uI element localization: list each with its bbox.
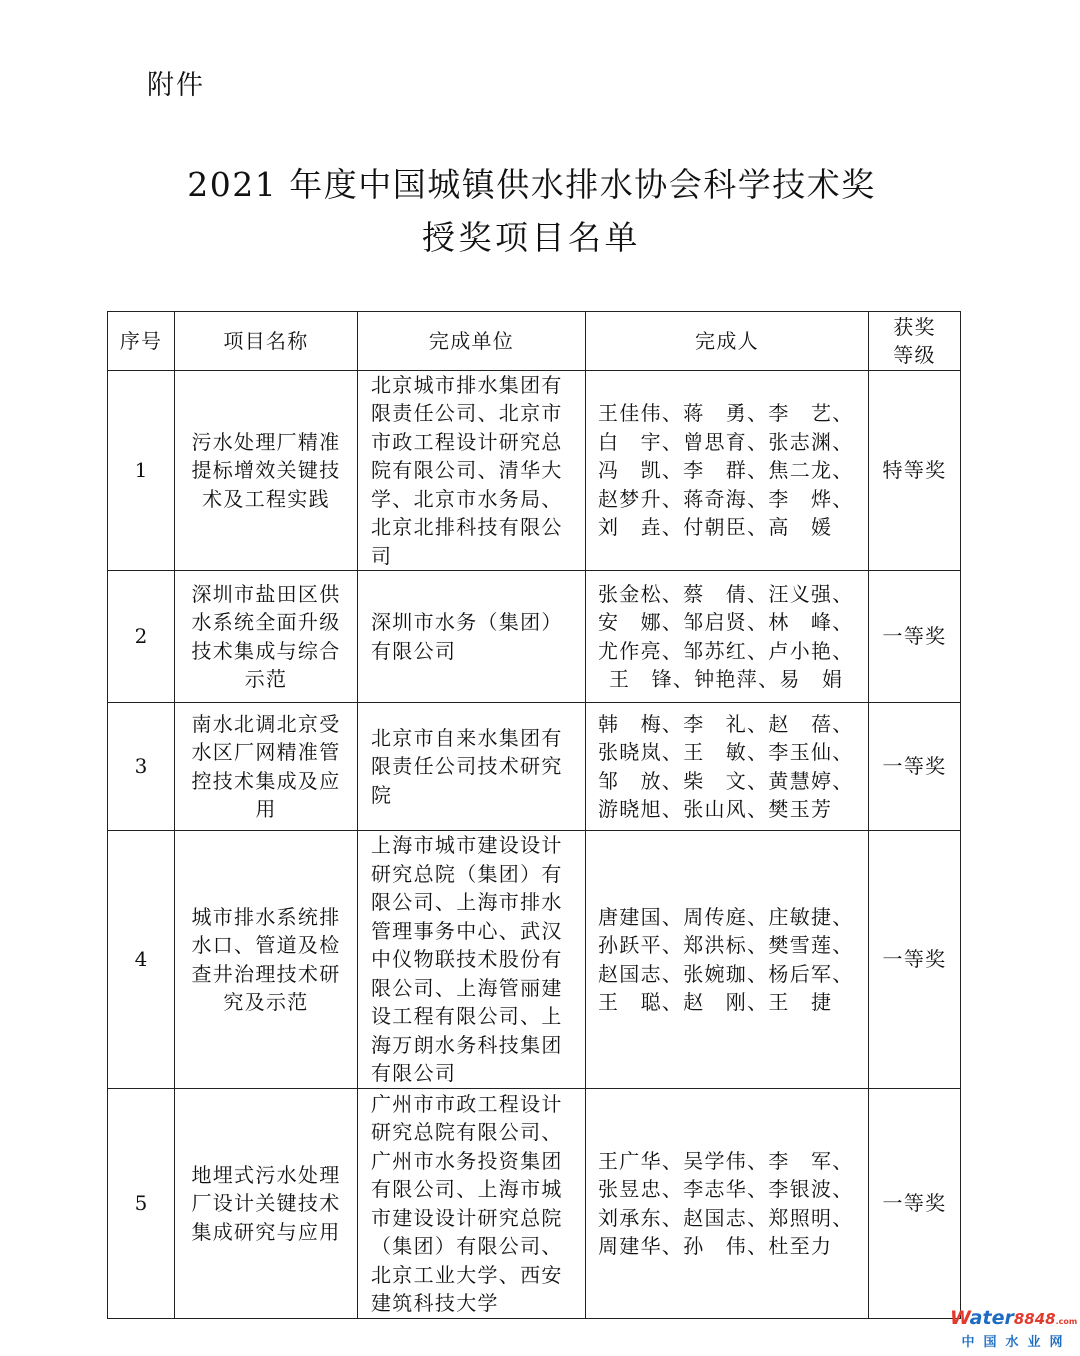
row-5-units	[358, 1089, 586, 1319]
row-2-project	[175, 571, 358, 703]
header-award	[869, 312, 961, 371]
units-line: 设工程有限公司、上	[371, 1004, 563, 1029]
people-line: 王 锋、钟艳萍、易 娟	[609, 667, 844, 691]
project-line: 水系统全面升级	[191, 610, 341, 634]
people-line: 冯 凯、李 群、焦二龙、	[598, 458, 854, 483]
row-5-award: 一等奖	[869, 1089, 961, 1319]
row-2-people	[586, 571, 869, 703]
row-4-units	[358, 831, 586, 1089]
people-line: 唐建国、周传庭、庄敏捷、	[598, 904, 854, 929]
project-line: 示范	[244, 667, 288, 691]
units-line: 限公司、上海市排水	[371, 890, 563, 915]
project-line: 南水北调北京受	[191, 711, 341, 736]
units-line: 有限公司	[371, 638, 457, 663]
people-line: 安 娜、邹启贤、林 峰、	[598, 610, 854, 634]
project-line: 地埋式污水处理	[191, 1162, 341, 1187]
header-people: 完成人	[586, 312, 869, 371]
row-1-units	[358, 371, 586, 571]
watermark-brand-ater: ater	[969, 1307, 1014, 1329]
people-line: 刘 垚、付朝臣、高 媛	[598, 515, 833, 540]
header-index: 序号	[108, 312, 175, 371]
people-line: 王 聪、赵 刚、王 捷	[598, 990, 833, 1014]
people-line: 游晓旭、张山风、樊玉芳	[598, 797, 833, 821]
row-2-units	[358, 571, 586, 703]
watermark-logo	[950, 1306, 1078, 1352]
units-line: （集团）有限公司、	[371, 1234, 563, 1258]
watermark-brand-number: 8848	[1013, 1310, 1056, 1328]
attachment-label: 附件	[147, 70, 205, 101]
project-line: 查井治理技术研	[191, 961, 341, 986]
people-line: 张金松、蔡 倩、汪义强、	[598, 581, 854, 606]
header-award-line: 等级	[893, 343, 936, 367]
row-5-people	[586, 1089, 869, 1319]
watermark-brand	[950, 1306, 1078, 1334]
row-3-index: 3	[108, 703, 175, 831]
project-line: 深圳市盐田区供	[191, 581, 341, 606]
units-line: 研究总院有限公司、	[371, 1120, 563, 1144]
project-line: 水区厂网精准管	[191, 740, 341, 764]
units-line: 限责任公司技术研究	[371, 754, 563, 779]
units-line: 北京城市排水集团有	[371, 372, 563, 397]
row-3-project	[175, 703, 358, 831]
row-3-people	[586, 703, 869, 831]
project-line: 城市排水系统排	[191, 904, 341, 929]
row-3-award: 一等奖	[869, 703, 961, 831]
project-line: 集成研究与应用	[191, 1219, 341, 1244]
units-line: 广州市市政工程设计	[371, 1091, 563, 1116]
units-line: 北京北排科技有限公	[371, 515, 563, 540]
watermark-brand-domain: .com	[1055, 1317, 1078, 1326]
people-line: 张昱忠、李志华、李银波、	[598, 1177, 854, 1201]
units-line: 院有限公司、清华大	[371, 458, 563, 483]
project-line: 究及示范	[223, 990, 309, 1014]
row-1-people	[586, 371, 869, 571]
units-line: 限公司、上海管丽建	[371, 975, 563, 1000]
units-line: 市建设设计研究总院	[371, 1205, 563, 1230]
watermark-brand-w: W	[950, 1307, 970, 1329]
row-4-people	[586, 831, 869, 1089]
row-1-project	[175, 371, 358, 571]
people-line: 张晓岚、王 敏、李玉仙、	[598, 740, 854, 764]
project-line: 水口、管道及检	[191, 933, 341, 957]
people-line: 尤作亮、邹苏红、卢小艳、	[598, 638, 854, 663]
project-line: 用	[255, 797, 277, 821]
people-line: 刘承东、赵国志、郑照明、	[598, 1205, 854, 1230]
units-line: 上海市城市建设设计	[371, 833, 563, 858]
people-line: 王广华、吴学伟、李 军、	[598, 1148, 854, 1173]
people-line: 韩 梅、李 礼、赵 蓓、	[598, 711, 854, 736]
people-line: 孙跃平、郑洪标、樊雪莲、	[598, 933, 854, 957]
units-line: 海万朗水务科技集团	[371, 1032, 563, 1057]
units-line: 有限公司	[371, 1061, 457, 1086]
units-line: 建筑科技大学	[371, 1291, 499, 1315]
document-title-line-1: 2021 年度中国城镇供水排水协会科学技术奖	[187, 165, 876, 204]
project-line: 控技术集成及应	[191, 768, 341, 793]
units-line: 限责任公司、北京市	[371, 401, 563, 426]
units-line: 院	[371, 782, 393, 807]
project-line: 提标增效关键技	[191, 458, 341, 483]
units-line: 北京市自来水集团有	[371, 725, 563, 750]
units-line: 市政工程设计研究总	[371, 429, 563, 454]
project-line: 技术集成与综合	[191, 638, 341, 663]
units-line: 管理事务中心、武汉	[371, 918, 563, 943]
people-line: 赵国志、张婉珈、杨后军、	[598, 961, 854, 986]
units-line: 中仪物联技术股份有	[371, 947, 563, 972]
units-line: 学、北京市水务局、	[371, 486, 563, 511]
project-line: 术及工程实践	[202, 486, 330, 511]
row-4-award: 一等奖	[869, 831, 961, 1089]
units-line: 深圳市水务（集团）	[371, 610, 563, 634]
row-5-project	[175, 1089, 358, 1319]
project-line: 厂设计关键技术	[191, 1191, 341, 1216]
people-line: 王佳伟、蒋 勇、李 艺、	[598, 401, 854, 426]
people-line: 赵梦升、蒋奇海、李 烨、	[598, 486, 854, 511]
project-line: 污水处理厂精准	[191, 429, 341, 454]
header-award-line: 获奖	[893, 315, 936, 339]
row-5-index: 5	[108, 1089, 175, 1319]
row-1-index: 1	[108, 371, 175, 571]
units-line: 北京工业大学、西安	[371, 1262, 563, 1287]
row-4-index: 4	[108, 831, 175, 1089]
units-line: 研究总院（集团）有	[371, 861, 563, 886]
row-3-units	[358, 703, 586, 831]
people-line: 白 宇、曾思育、张志渊、	[598, 429, 854, 454]
header-project: 项目名称	[175, 312, 358, 371]
row-2-award: 一等奖	[869, 571, 961, 703]
document-title-line-2: 授奖项目名单	[422, 218, 641, 257]
row-1-award: 特等奖	[869, 371, 961, 571]
watermark-tagline: 中国水业网	[961, 1335, 1072, 1350]
row-2-index: 2	[108, 571, 175, 703]
awards-table	[107, 311, 961, 1319]
people-line: 邹 放、柴 文、黄慧婷、	[598, 768, 854, 793]
units-line: 司	[371, 543, 393, 568]
people-line: 周建华、孙 伟、杜至力	[598, 1234, 833, 1258]
units-line: 广州市水务投资集团	[371, 1148, 563, 1173]
units-line: 有限公司、上海市城	[371, 1177, 563, 1201]
header-units: 完成单位	[358, 312, 586, 371]
row-4-project	[175, 831, 358, 1089]
